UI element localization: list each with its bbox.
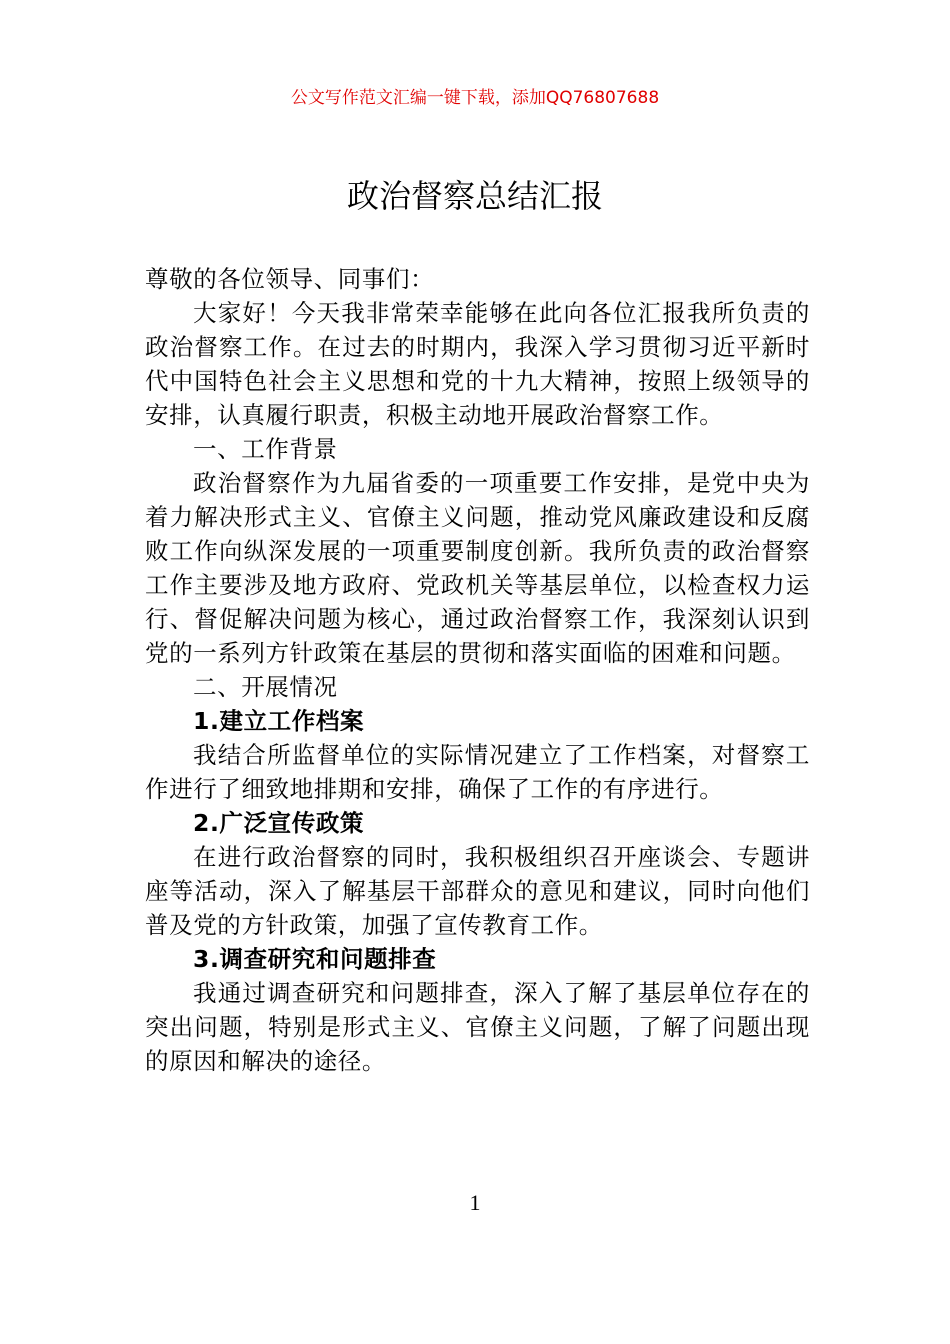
subheading-policy-promotion: 2.广泛宣传政策 — [193, 809, 365, 837]
policy-promotion-paragraph: 在进行政治督察的同时，我积极组织召开座谈会、专题讲座等活动，深入了解基层干部群众的意见和建议，同时向他们普及党的方针政策，加强了宣传教育工作。 — [145, 843, 810, 939]
investigation-paragraph: 我通过调查研究和问题排查，深入了解了基层单位存在的突出问题，特别是形式主义、官僚主义问题，了解了问题出现的原因和解决的途径。 — [145, 979, 810, 1075]
document-title: 政治督察总结汇报 — [346, 177, 603, 215]
page-number: 1 — [469, 1190, 481, 1215]
document-body — [145, 262, 810, 1078]
download-notice: 公文写作范文汇编一键下载，添加QQ76807688 — [290, 88, 660, 108]
intro-paragraph: 大家好！今天我非常荣幸能够在此向各位汇报我所负责的政治督察工作。在过去的时期内，我深入学习贯彻习近平新时代中国特色社会主义思想和党的十九大精神，按照上级领导的安排，认真履行职责，积极主动地开展政治督察工作。 — [145, 299, 810, 429]
subheading-work-archive: 1.建立工作档案 — [193, 707, 365, 735]
work-archive-paragraph: 我结合所监督单位的实际情况建立了工作档案，对督察工作进行了细致地排期和安排，确保了工作的有序进行。 — [145, 741, 810, 803]
subheading-investigation: 3.调查研究和问题排查 — [193, 945, 437, 973]
section-heading-progress: 二、开展情况 — [193, 673, 338, 701]
salutation: 尊敬的各位领导、同事们： — [145, 265, 435, 293]
section-heading-background: 一、工作背景 — [193, 435, 338, 463]
background-paragraph: 政治督察作为九届省委的一项重要工作安排，是党中央为着力解决形式主义、官僚主义问题，推动党风廉政建设和反腐败工作向纵深发展的一项重要制度创新。我所负责的政治督察工作主要涉及地方政府、党政机关等基层单位，以检查权力运行、督促解决问题为核心，通过政治督察工作，我深刻认识到党的一系列方针政策在基层的贯彻和落实面临的困难和问题。 — [145, 469, 810, 667]
